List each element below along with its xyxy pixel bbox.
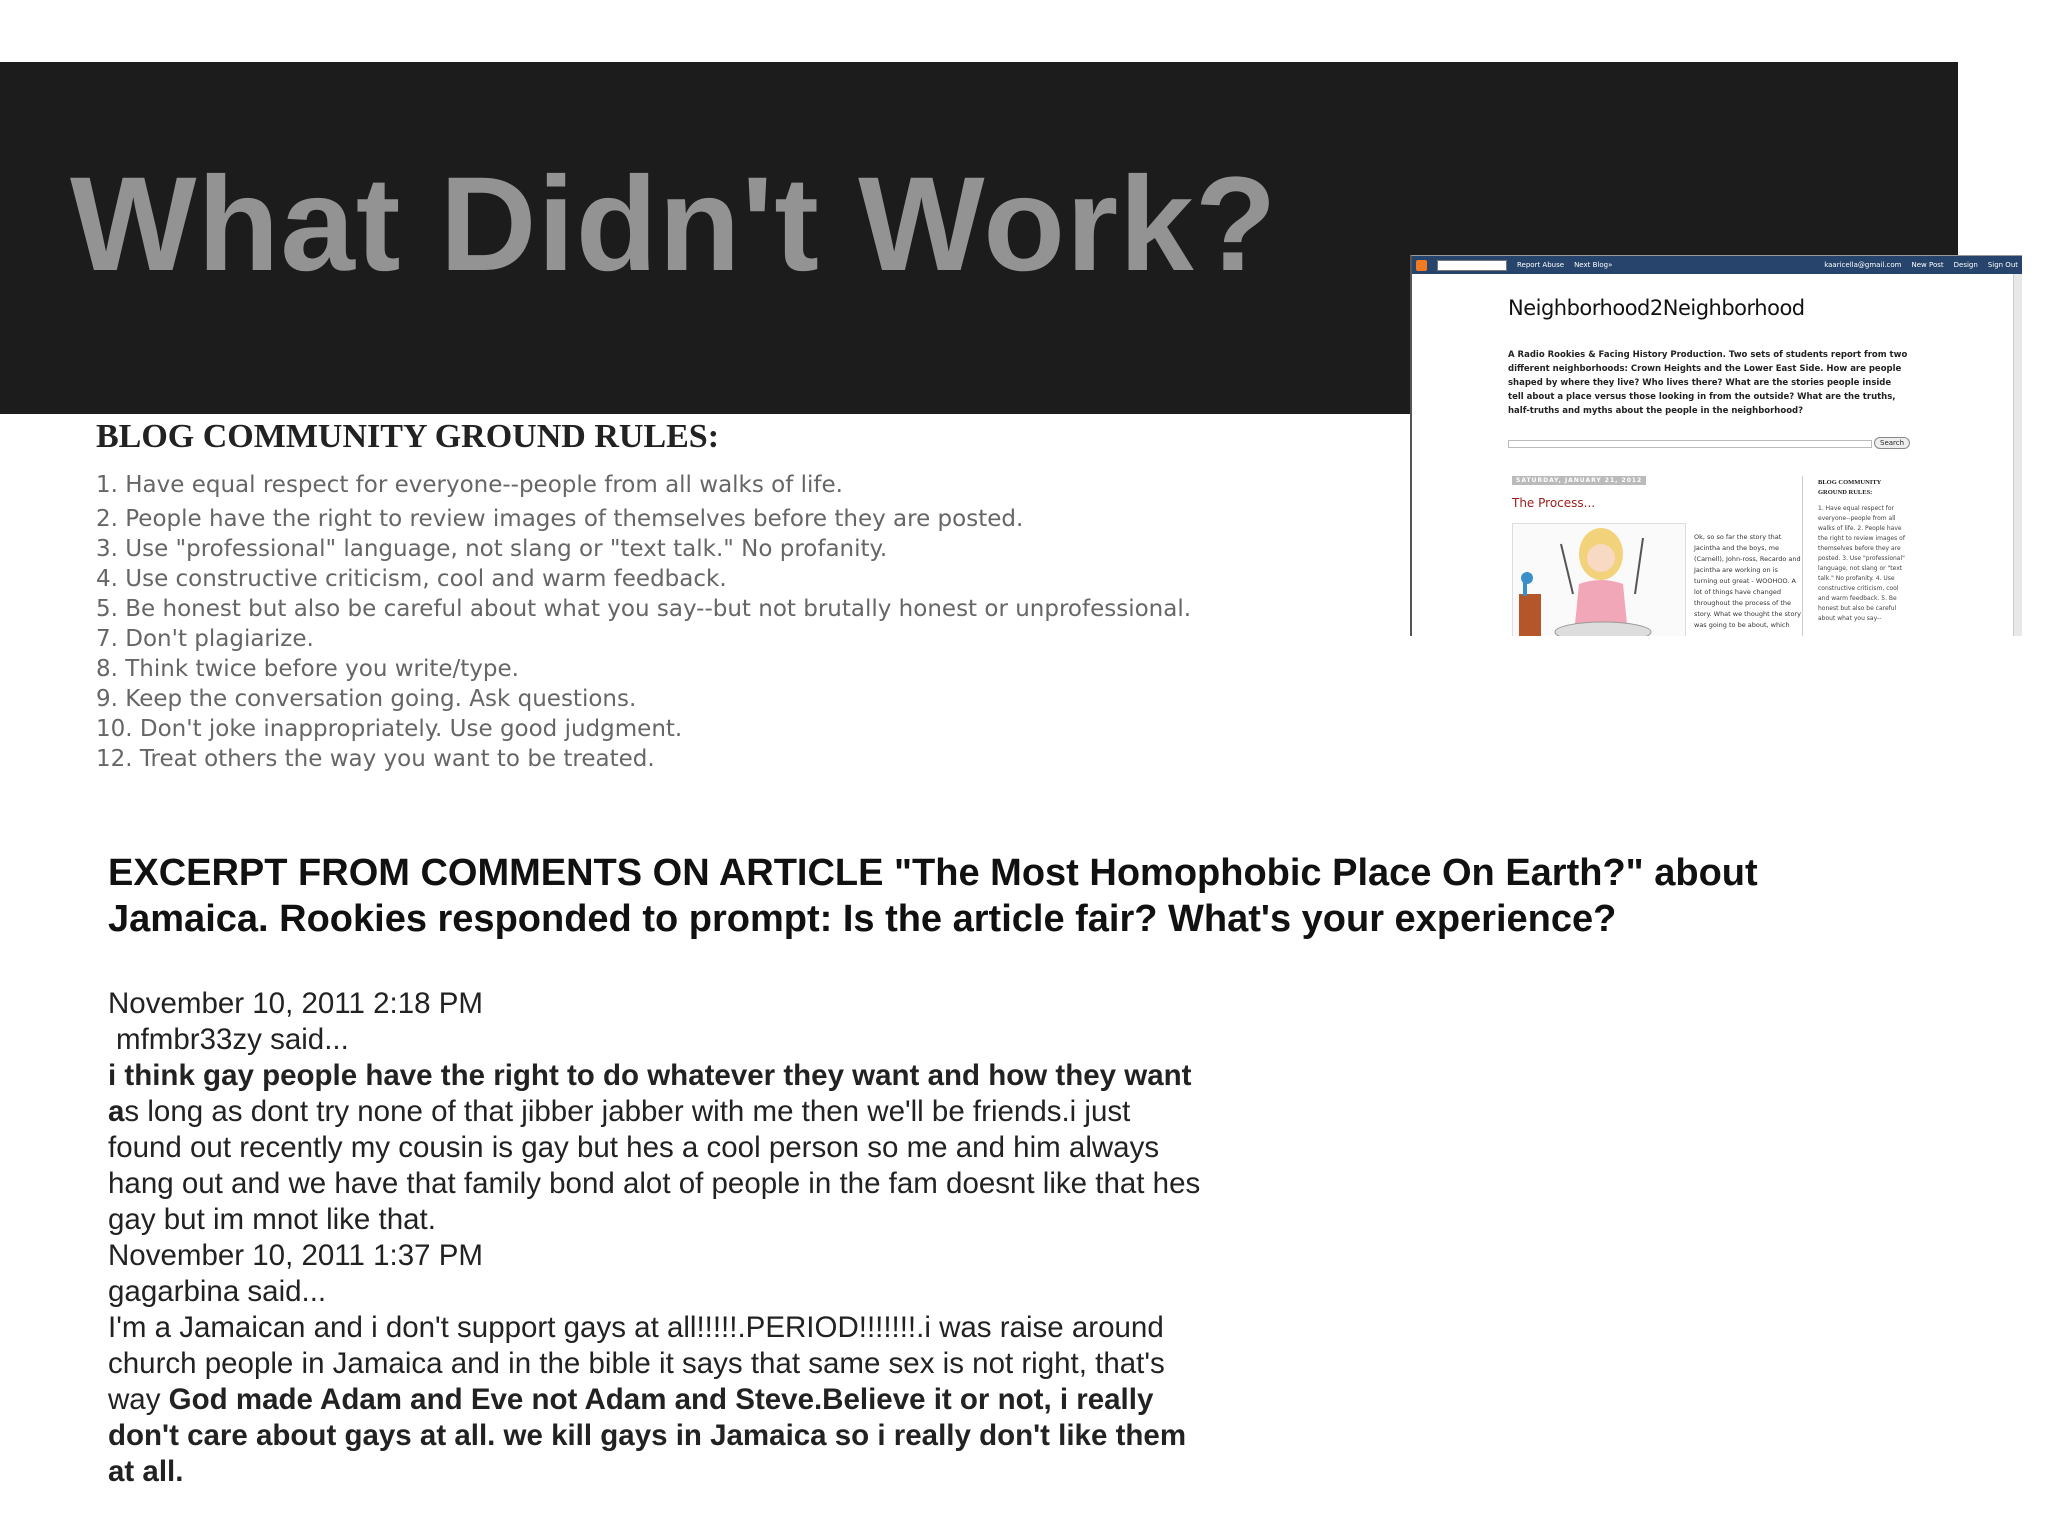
rule-item: 7. Don't plagiarize. (96, 626, 314, 652)
comment-body (108, 1310, 1208, 1490)
comment-bold-text: i think gay people have the right to do whatever they want and how they want a (108, 1059, 1192, 1128)
blog-screenshot (1410, 255, 2022, 636)
sign-out-link: Sign Out (1987, 261, 2018, 269)
sidebar-rules-heading: BLOG COMMUNITY GROUND RULES: (1818, 479, 1882, 496)
rule-item: 2. People have the right to review images of themselves before they are posted. (96, 506, 1024, 532)
rule-item: 3. Use "professional" language, not slang or "text talk." No profanity. (96, 536, 888, 562)
comment-timestamp: November 10, 2011 2:18 PM (108, 987, 483, 1020)
comment-timestamp: November 10, 2011 1:37 PM (108, 1239, 483, 1272)
comments-excerpt (108, 986, 1208, 1490)
comment-author: mfmbr33zy said... (116, 1023, 349, 1056)
blog-description: A Radio Rookies & Facing History Production. Two sets of students report from two different neighborhoods: Crown Heights and the Lower East Side. How are people shaped by where they live? Who lives there? What are the stories people inside tell about a place versus those looking in from the outside? What are the truths, half-truths and myths about the people in the neighborhood? (1508, 350, 1908, 416)
post-title: The Process... (1512, 496, 1596, 510)
blog-search-input (1508, 440, 1872, 448)
navbar-search-input (1437, 260, 1507, 271)
blog-search-button: Search (1874, 437, 1910, 449)
blogger-navbar (1412, 256, 2022, 274)
post-cartoon-image (1512, 523, 1686, 636)
comment-author: gagarbina said... (108, 1275, 327, 1308)
excerpt-heading: EXCERPT FROM COMMENTS ON ARTICLE "The Most Homophobic Place On Earth?" about Jamaica. Rookies responded to prompt: Is the article fair? What's your experience? (108, 852, 1758, 940)
slide-title: What Didn't Work? (70, 150, 1278, 299)
blog-title: Neighborhood2Neighborhood (1508, 296, 1805, 320)
next-blog-link: Next Blog» (1574, 261, 1613, 269)
comment-plain-text: s long as dont try none of that jibber jabber with me then we'll be friends.i just found out recently my cousin is gay but hes a cool person so me and him always hang out and we have that family bond alot of people in the fam doesnt like that hes gay but im mnot like that. (108, 1095, 1201, 1236)
rule-item: 10. Don't joke inappropriately. Use good judgment. (96, 716, 683, 742)
rule-item: 4. Use constructive criticism, cool and warm feedback. (96, 566, 727, 592)
rule-item: 9. Keep the conversation going. Ask questions. (96, 686, 637, 712)
user-email: kaaricella@gmail.com (1824, 261, 1902, 269)
comment-body (108, 1058, 1208, 1238)
blogger-logo-icon (1416, 260, 1427, 271)
rule-item: 5. Be honest but also be careful about what you say--but not brutally honest or unprofessional. (96, 596, 1192, 622)
post-date-header: SATURDAY, JANUARY 21, 2012 (1512, 476, 1646, 485)
rule-item: 8. Think twice before you write/type. (96, 656, 519, 682)
scrollbar (2013, 274, 2022, 636)
comment-bold-text: God made Adam and Eve not Adam and Steve.Believe it or not, i really don't care about gays at all. we kill gays in Jamaica so i really don't like them at all. (108, 1383, 1187, 1488)
comment-plain-text: I'm a Jamaican and i don't support gays at all!!!!!.PERIOD!!!!!!!.i was raise around church people in Jamaica and in the bible it says that same sex is not right, that's way (108, 1311, 1165, 1416)
new-post-link: New Post (1911, 261, 1944, 269)
rules-list (96, 470, 1191, 774)
sidebar-rules-text: 1. Have equal respect for everyone--people from all walks of life. 2. People have the right to review images of themselves before they are posted. 3. Use "professional" language, not slang or "text talk." No profanity. 4. Use constructive criticism, cool and warm feedback. 5. Be honest but also be careful about what you say-- (1818, 505, 1905, 622)
rules-heading: BLOG COMMUNITY GROUND RULES: (96, 418, 720, 455)
design-link: Design (1953, 261, 1978, 269)
rule-item: 1. Have equal respect for everyone--people from all walks of life. (96, 472, 843, 498)
sidebar-divider (1802, 476, 1803, 636)
rule-item: 12. Treat others the way you want to be treated. (96, 746, 655, 772)
report-abuse-link: Report Abuse (1517, 261, 1565, 269)
post-body: Ok, so so far the story that Jacintha and the boys, me (Carnell), John-ross, Recardo and Jacintha are working on is turning out great - WOOHOO. A lot of things have changed throughout the process of the story. What we thought the story was going to be about, which (1694, 533, 1801, 629)
